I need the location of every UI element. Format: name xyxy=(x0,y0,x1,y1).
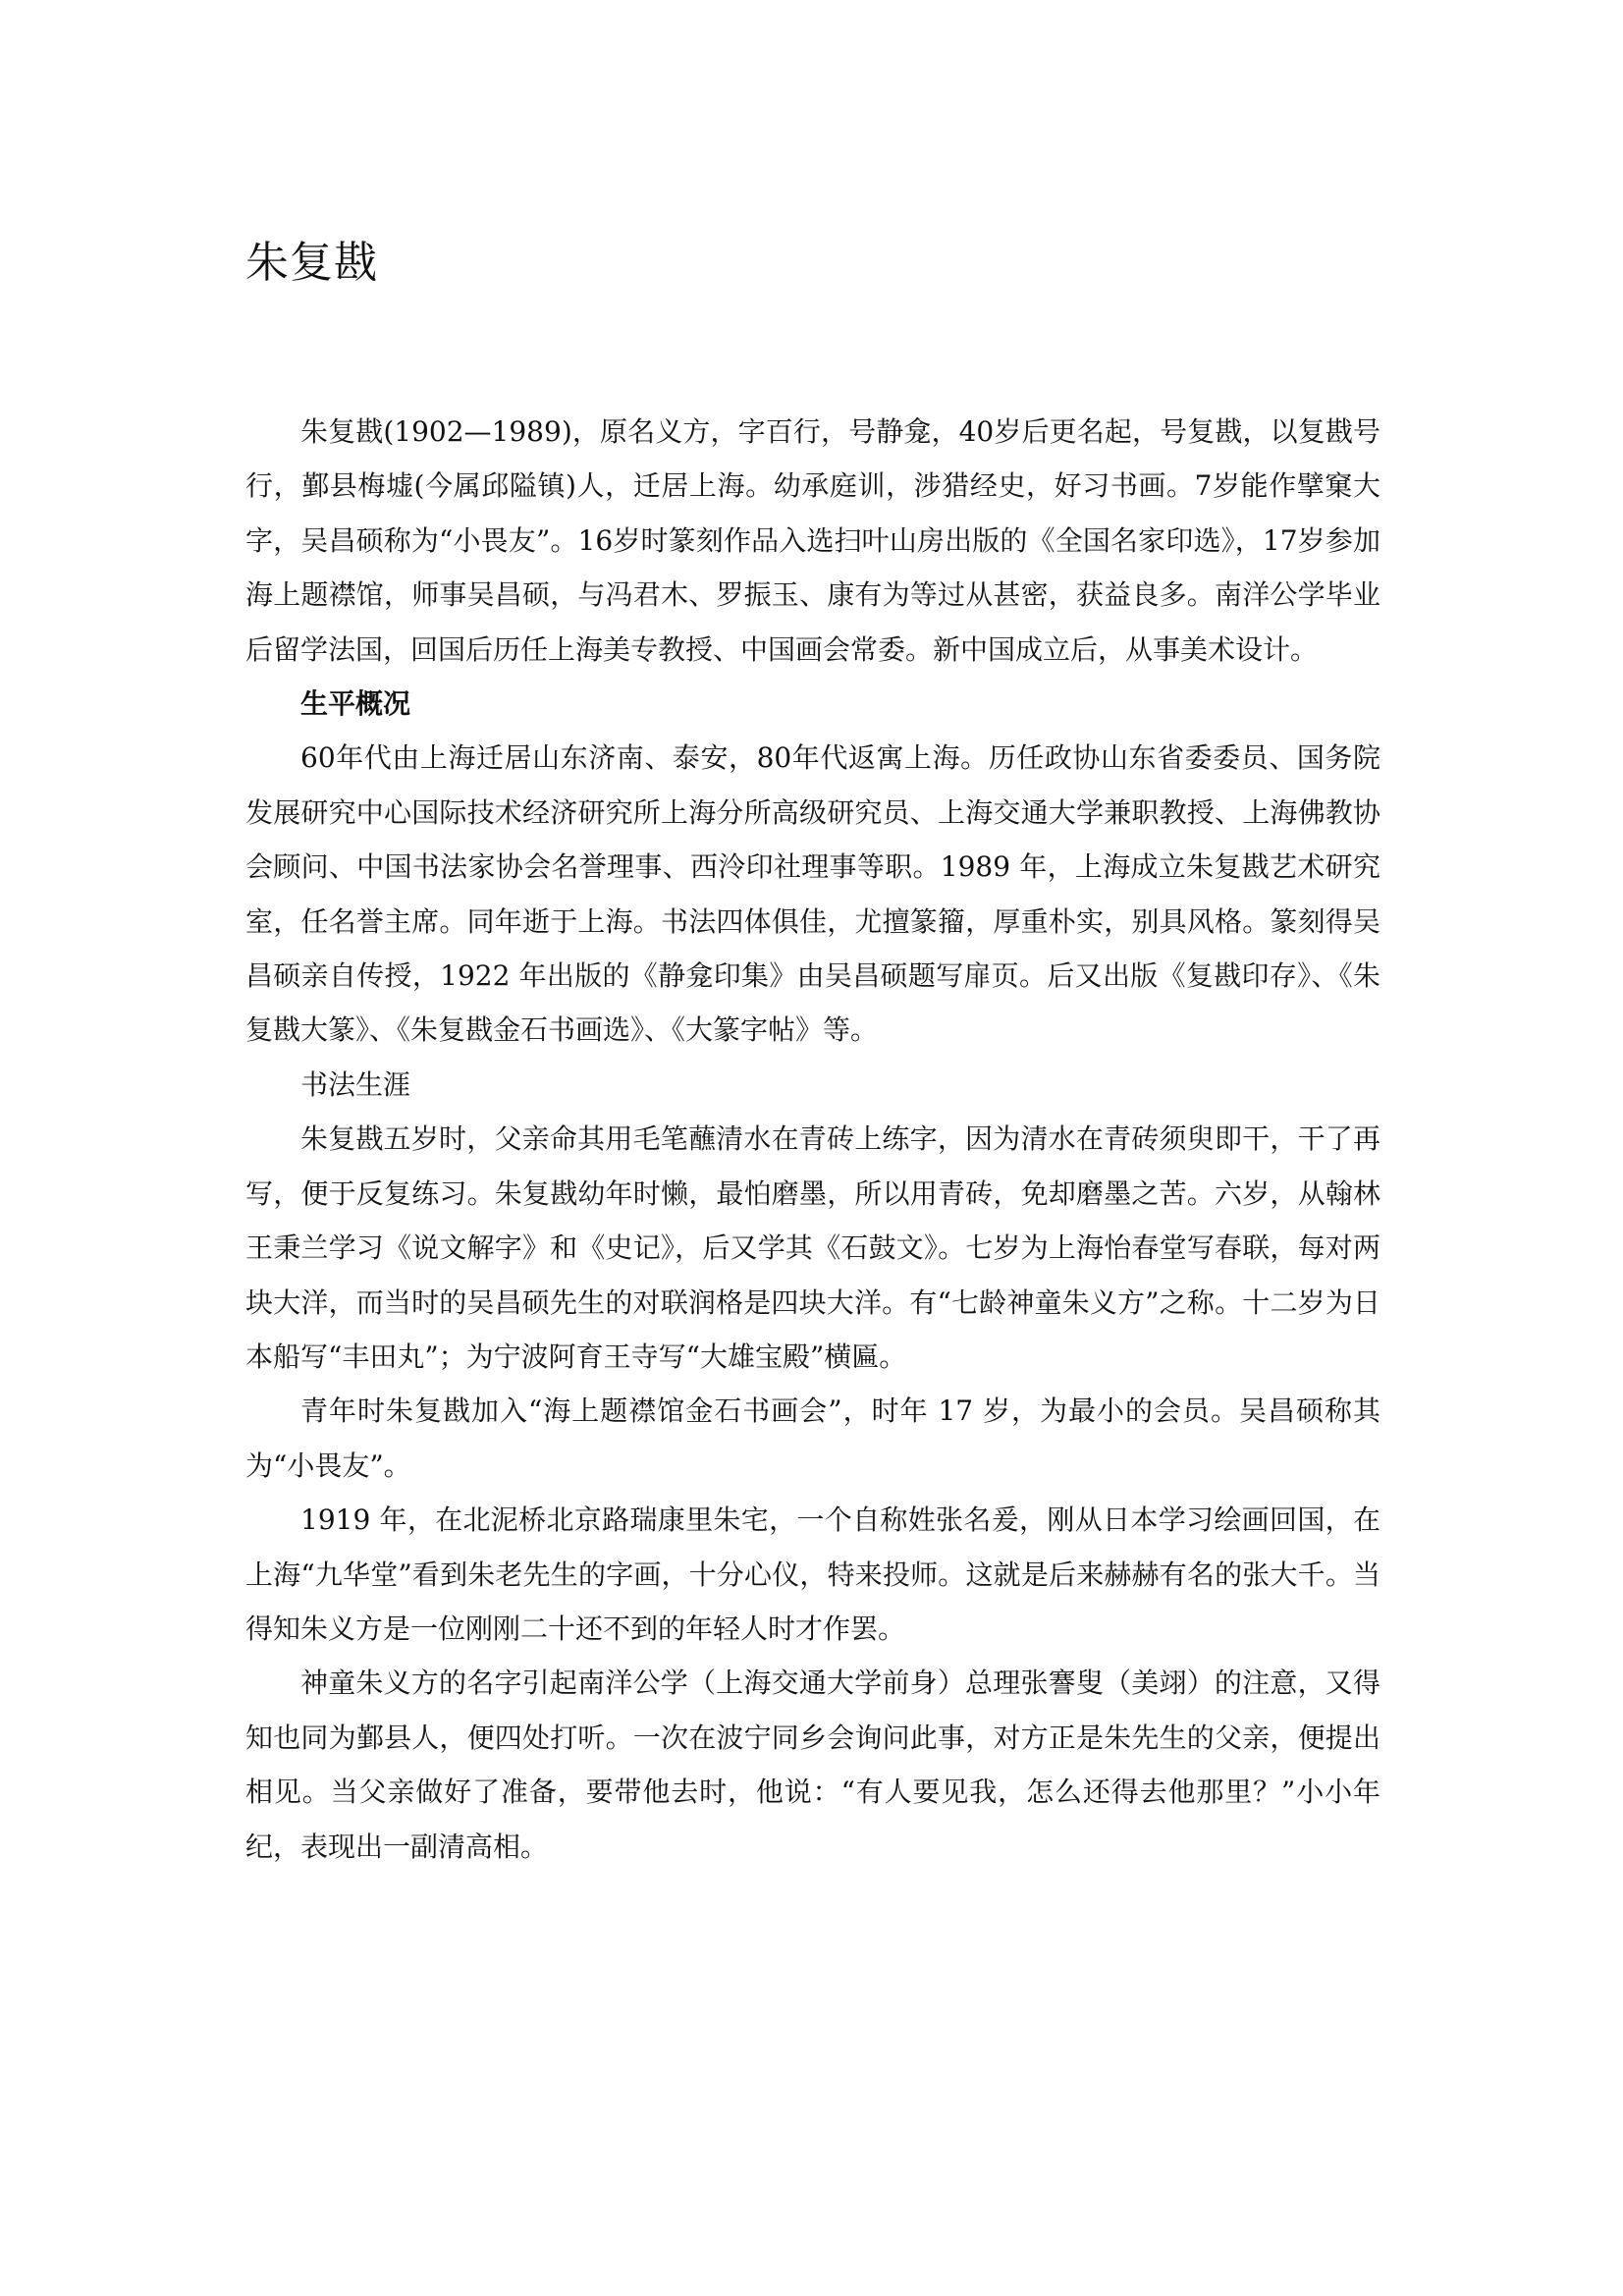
document-body xyxy=(245,405,1380,1874)
biography-paragraph: 60年代由上海迁居山东济南、泰安，80年代返寓上海。历任政协山东省委委员、国务院发展研究中心国际技术经济研究所上海分所高级研究员、上海交通大学兼职教授、上海佛教协会顾问、中国书法家协会名誉理事、西泠印社理事等职。1989 年，上海成立朱复戡艺术研究室，任名誉主席。同年逝于上海。书法四体俱佳，尤擅篆籀，厚重朴实，别具风格。篆刻得吴昌硕亲自传授，1922 年出版的《静龛印集》由吴昌硕题写扉页。后又出版《复戡印存》、《朱复戡大篆》、《朱复戡金石书画选》、《大篆字帖》等。 xyxy=(245,741,1380,1047)
intro-paragraph: 朱复戡(1902—1989)，原名义方，字百行，号静龛，40岁后更名起，号复戡，以复戡号行，鄞县梅墟(今属邱隘镇)人，迁居上海。幼承庭训，涉猎经史，好习书画。7岁能作擘窠大字，吴昌硕称为“小畏友”。16岁时篆刻作品入选扫叶山房出版的《全国名家印选》，17岁参加海上题襟馆，师事吴昌硕，与冯君木、罗振玉、康有为等过从甚密，获益良多。南洋公学毕业后留学法国，回国后历任上海美专教授、中国画会常委。新中国成立后，从事美术设计。 xyxy=(245,415,1380,666)
calligraphy-paragraph-4: 神童朱义方的名字引起南洋公学（上海交通大学前身）总理张謇叟（美翊）的注意，又得知也同为鄞县人，便四处打听。一次在波宁同乡会询问此事，对方正是朱先生的父亲，便提出相见。当父亲做好了准备，要带他去时，他说：“有人要见我，怎么还得去他那里？”小小年纪，表现出一副清高相。 xyxy=(245,1667,1380,1863)
calligraphy-paragraph-3: 1919 年，在北泥桥北京路瑞康里朱宅，一个自称姓张名爰，刚从日本学习绘画回国，在上海“九华堂”看到朱老先生的字画，十分心仪，特来投师。这就是后来赫赫有名的张大千。当得知朱义方是一位刚刚二十还不到的年轻人时才作罢。 xyxy=(245,1503,1380,1645)
calligraphy-paragraph-2: 青年时朱复戡加入“海上题襟馆金石书画会”，时年 17 岁，为最小的会员。吴昌硕称其为“小畏友”。 xyxy=(245,1394,1380,1482)
page-title: 朱复戡 xyxy=(245,238,378,288)
section-heading-calligraphy: 书法生涯 xyxy=(300,1067,411,1101)
section-heading-biography: 生平概况 xyxy=(300,687,411,721)
calligraphy-paragraph-1: 朱复戡五岁时，父亲命其用毛笔蘸清水在青砖上练字，因为清水在青砖须臾即干，干了再写，便于反复练习。朱复戡幼年时懒，最怕磨墨，所以用青砖，免却磨墨之苦。六岁，从翰林王秉兰学习《说文解字》和《史记》，后又学其《石鼓文》。七岁为上海怡春堂写春联，每对两块大洋，而当时的吴昌硕先生的对联润格是四块大洋。有“七龄神童朱义方”之称。十二岁为日本船写“丰田丸”；为宁波阿育王寺写“大雄宝殿”横匾。 xyxy=(245,1122,1380,1373)
